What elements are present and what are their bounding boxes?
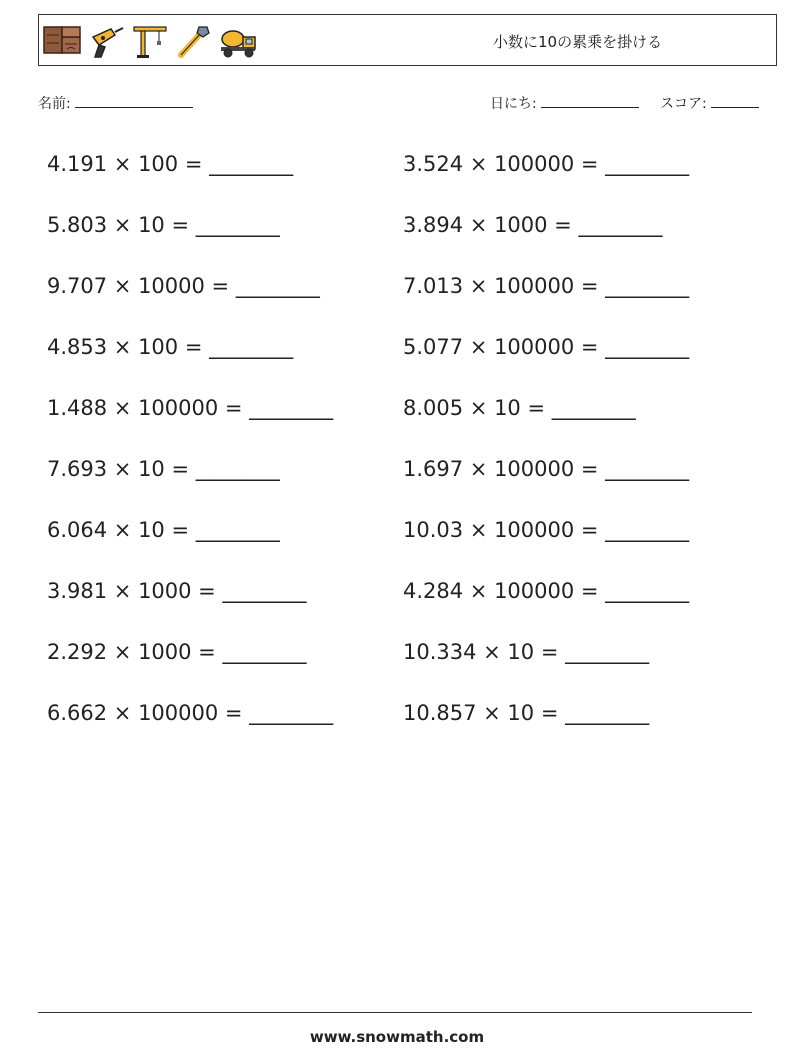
problem-left-7: 6.064 × 10 = ________	[47, 518, 280, 542]
problem-right-6: 1.697 × 100000 = ________	[403, 457, 690, 481]
score-blank[interactable]	[711, 95, 759, 108]
score-label: スコア:	[660, 96, 707, 112]
score-field	[660, 93, 759, 113]
problem-left-9: 2.292 × 1000 = ________	[47, 640, 307, 664]
problem-left-10: 6.662 × 100000 = ________	[47, 701, 334, 725]
problem-right-5: 8.005 × 10 = ________	[403, 396, 636, 420]
wrench-icon	[175, 23, 213, 59]
wood-planks-icon	[43, 23, 81, 59]
problem-right-8: 4.284 × 100000 = ________	[403, 579, 690, 603]
cement-mixer-truck-icon	[219, 23, 257, 59]
name-blank[interactable]	[75, 95, 193, 108]
problem-right-4: 5.077 × 100000 = ________	[403, 335, 690, 359]
crane-icon	[131, 23, 169, 59]
worksheet-title: 小数に10の累乗を掛ける	[493, 33, 663, 51]
name-label: 名前:	[38, 96, 71, 112]
problem-left-4: 4.853 × 100 = ________	[47, 335, 294, 359]
power-drill-icon	[87, 23, 125, 59]
problem-right-3: 7.013 × 100000 = ________	[403, 274, 690, 298]
footer-divider	[38, 1012, 752, 1013]
problem-left-2: 5.803 × 10 = ________	[47, 213, 280, 237]
problem-right-1: 3.524 × 100000 = ________	[403, 152, 690, 176]
problem-left-3: 9.707 × 10000 = ________	[47, 274, 320, 298]
header-box	[38, 14, 777, 66]
problem-left-1: 4.191 × 100 = ________	[47, 152, 294, 176]
date-blank[interactable]	[541, 95, 639, 108]
footer-url[interactable]: www.snowmath.com	[309, 1028, 485, 1046]
name-field	[38, 93, 193, 113]
header-icons	[43, 23, 257, 59]
problem-left-6: 7.693 × 10 = ________	[47, 457, 280, 481]
date-label: 日にち:	[490, 96, 537, 112]
problem-right-2: 3.894 × 1000 = ________	[403, 213, 663, 237]
problem-left-5: 1.488 × 100000 = ________	[47, 396, 334, 420]
date-field	[490, 93, 639, 113]
problem-right-9: 10.334 × 10 = ________	[403, 640, 650, 664]
problem-right-10: 10.857 × 10 = ________	[403, 701, 650, 725]
problem-left-8: 3.981 × 1000 = ________	[47, 579, 307, 603]
problem-right-7: 10.03 × 100000 = ________	[403, 518, 690, 542]
